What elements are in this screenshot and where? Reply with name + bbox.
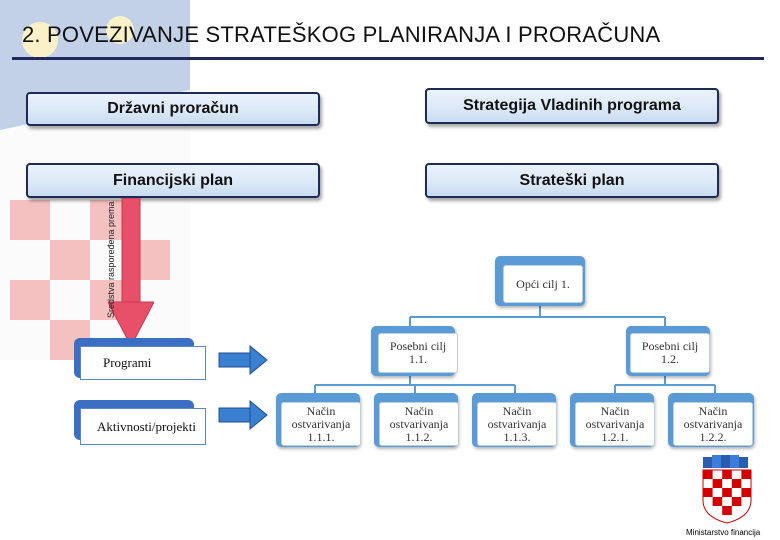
nacin-4-box: Način ostvarivanja 1.2.1. (575, 402, 655, 446)
nacin-2-box: Način ostvarivanja 1.1.2. (379, 402, 459, 446)
programi-box: Programi (80, 346, 206, 380)
coat-of-arms-logo (697, 455, 757, 525)
financijski-plan-box: Financijski plan (26, 163, 320, 198)
posebni-cilj-1-box: Posebni cilj 1.1. (378, 333, 458, 373)
nacin-3-box: Način ostvarivanja 1.1.3. (477, 402, 557, 446)
strategija-box: Strategija Vladinih programa (425, 88, 719, 124)
title-underline (12, 57, 764, 60)
nacin-1-box: Način ostvarivanja 1.1.1. (281, 402, 361, 446)
page-title: 2. POVEZIVANJE STRATEŠKOG PLANIRANJA I PRORAČUNA (22, 22, 661, 47)
drzavni-proracun-box: Državni proračun (26, 92, 320, 126)
right-arrow-programi (218, 345, 268, 375)
footer-ministry: Ministarstvo financija (686, 528, 761, 537)
opci-cilj-box: Opći cilj 1. (503, 265, 583, 303)
nacin-5-box: Način ostvarivanja 1.2.2. (673, 402, 753, 446)
strateski-plan-box: Strateški plan (425, 163, 719, 198)
right-arrow-aktivnosti (218, 400, 268, 430)
arrow-label: Sredstva raspoređena prema (106, 201, 116, 319)
aktivnosti-box: Aktivnosti/projekti (80, 408, 206, 445)
posebni-cilj-2-box: Posebni cilj 1.2. (630, 333, 710, 373)
